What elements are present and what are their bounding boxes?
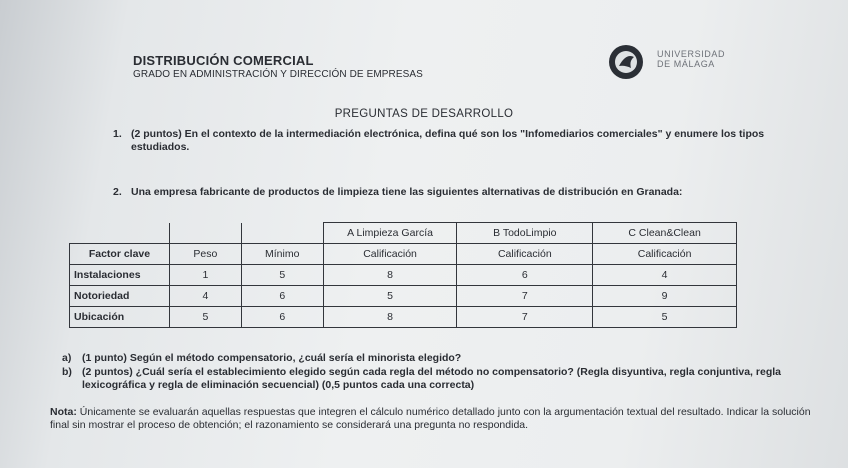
degree-subtitle: GRADO EN ADMINISTRACIÓN Y DIRECCIÓN DE EMPRESAS	[133, 69, 423, 80]
weight-cell: 5	[169, 307, 241, 328]
table-row	[70, 265, 737, 286]
factor-cell: Ubicación	[70, 307, 170, 328]
subquestion-b	[62, 366, 822, 392]
evaluation-note	[50, 406, 832, 432]
weight-cell: 4	[169, 286, 241, 307]
score-c-cell: 4	[593, 265, 737, 286]
factor-cell: Instalaciones	[70, 265, 170, 286]
question-2-number: 2.	[113, 186, 122, 198]
subquestion-a	[62, 352, 461, 364]
score-b-cell: 7	[457, 286, 593, 307]
score-a-cell: 5	[323, 286, 457, 307]
course-title: DISTRIBUCIÓN COMERCIAL	[133, 53, 314, 68]
minimum-cell: 6	[241, 307, 323, 328]
column-header: Calificación	[593, 244, 737, 265]
minimum-cell: 6	[241, 286, 323, 307]
score-a-cell: 8	[323, 265, 457, 286]
subquestion-a-text: (1 punto) Según el método compensatorio, ¿cuál sería el minorista elegido?	[82, 352, 462, 364]
table-cell-empty	[70, 223, 170, 244]
question-2-text: Una empresa fabricante de productos de limpieza tiene las siguientes alternativas de distribución en Granada:	[131, 186, 683, 198]
university-name-line1: UNIVERSIDAD	[657, 49, 726, 59]
score-c-cell: 9	[593, 286, 737, 307]
column-header: Mínimo	[241, 244, 323, 265]
score-b-cell: 7	[457, 307, 593, 328]
question-1-number: 1.	[113, 128, 122, 140]
table-cell-empty	[241, 223, 323, 244]
section-title: PREGUNTAS DE DESARROLLO	[334, 108, 514, 120]
note-text: Únicamente se evaluarán aquellas respuestas que integren el cálculo numérico detallado junto con la argumentación textual del resultado. Indicar la solución final sin mostrar el proceso de obtención; el razonamiento se considerará una pregunta no respondida.	[50, 406, 811, 431]
minimum-cell: 5	[241, 265, 323, 286]
note-label: Nota:	[50, 406, 77, 418]
table-row	[70, 286, 737, 307]
alternative-c-header: C Clean&Clean	[593, 223, 737, 244]
university-logo-icon	[607, 43, 645, 81]
alternative-a-header: A Limpieza García	[323, 223, 457, 244]
table-header-row	[70, 244, 737, 265]
subquestion-b-label: b)	[62, 366, 72, 378]
score-a-cell: 8	[323, 307, 457, 328]
table-row	[70, 223, 737, 244]
factor-cell: Notoriedad	[70, 286, 170, 307]
alternative-b-header: B TodoLimpio	[457, 223, 593, 244]
table-row	[70, 307, 737, 328]
table-cell-empty	[169, 223, 241, 244]
subquestion-a-label: a)	[62, 352, 72, 364]
column-header: Peso	[169, 244, 241, 265]
university-name	[657, 49, 725, 69]
question-1	[113, 128, 773, 154]
column-header: Calificación	[323, 244, 457, 265]
score-b-cell: 6	[457, 265, 593, 286]
question-2	[113, 186, 773, 199]
university-name-line2: DE MÁLAGA	[657, 59, 715, 69]
score-c-cell: 5	[593, 307, 737, 328]
subquestion-b-text: (2 puntos) ¿Cuál sería el establecimiento elegido según cada regla del método no compensatorio? (Regla disyuntiva, regla conjuntiva, regla lexicográfica y regla de eliminación secuencial) (0,5 puntos cada una correcta)	[82, 366, 781, 391]
evaluation-table	[69, 222, 737, 328]
weight-cell: 1	[169, 265, 241, 286]
question-1-text: (2 puntos) En el contexto de la intermediación electrónica, defina qué son los "Infomediarios comerciales" y enumere los tipos estudiados.	[131, 128, 765, 153]
column-header: Calificación	[457, 244, 593, 265]
column-header: Factor clave	[70, 244, 170, 265]
